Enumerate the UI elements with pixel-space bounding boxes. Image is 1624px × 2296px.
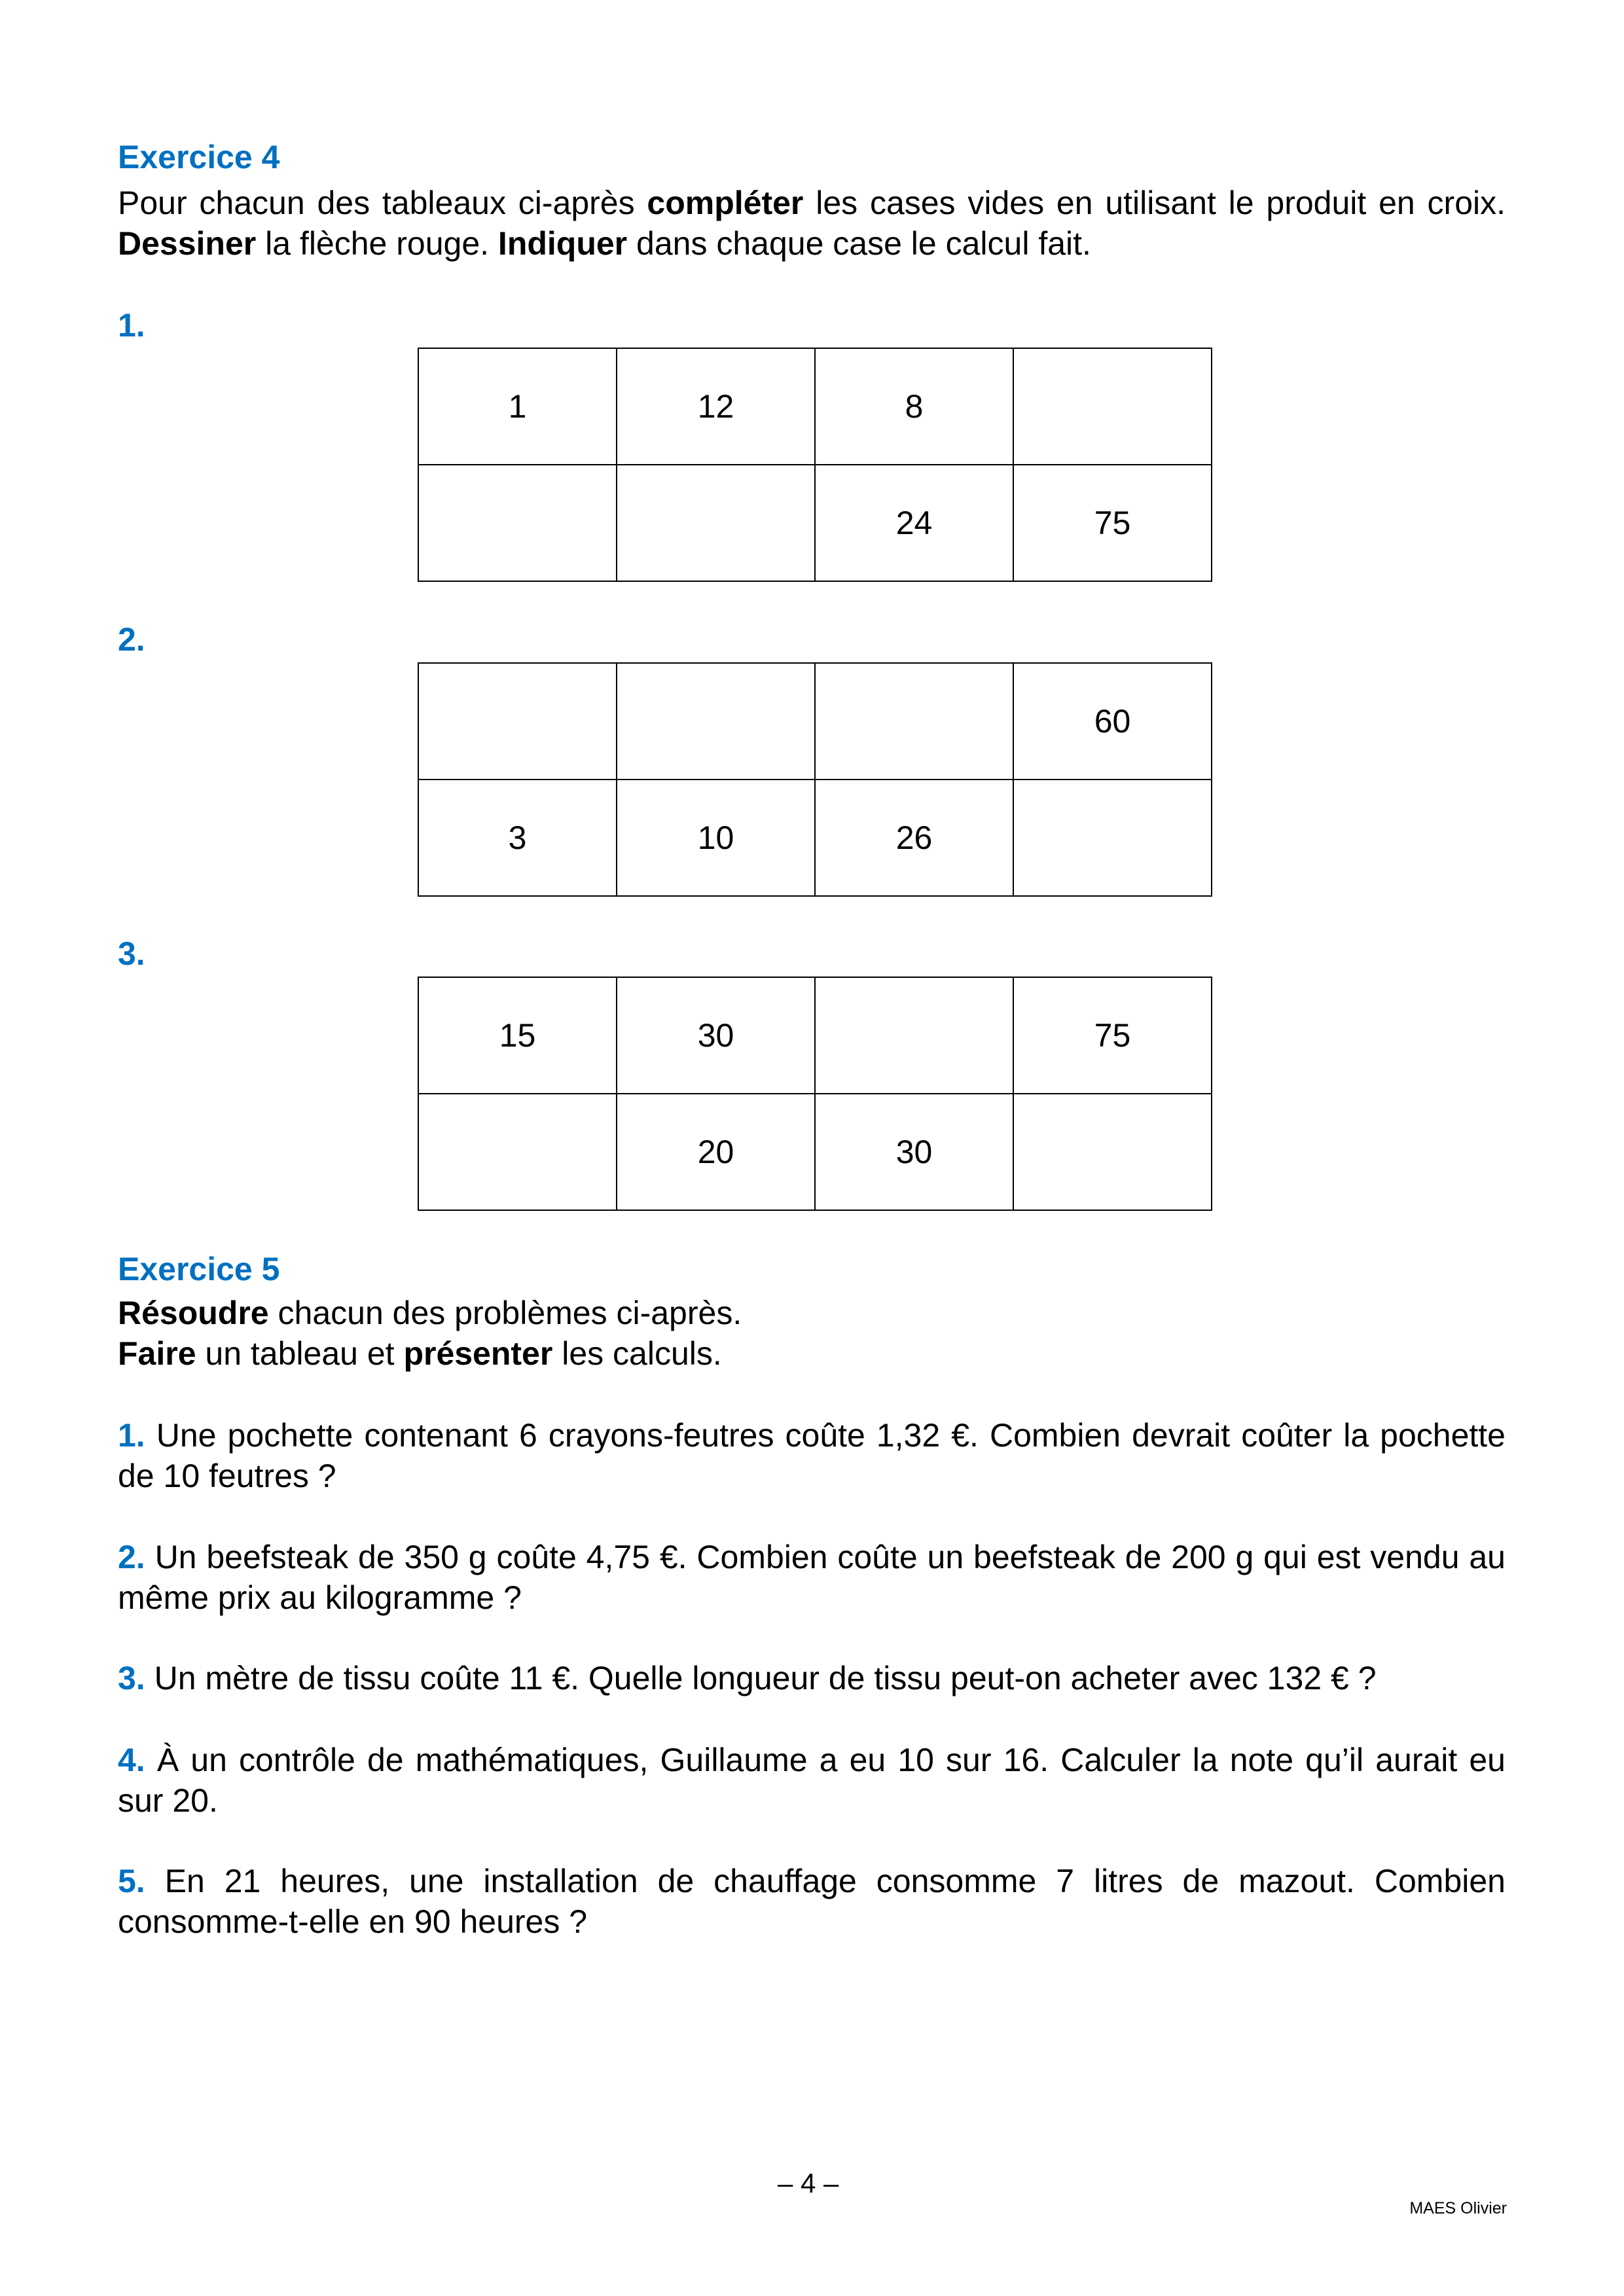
proportionality-table-3 — [418, 977, 1212, 1211]
instruction-text: chacun des problèmes ci-après. — [268, 1295, 742, 1331]
problem-1 — [118, 1415, 1506, 1496]
proportionality-table-1 — [418, 348, 1212, 582]
table-cell[interactable]: 60 — [1013, 663, 1212, 780]
table-2-label: 2. — [118, 621, 145, 658]
table-cell[interactable]: 26 — [815, 780, 1013, 896]
table-cell[interactable]: 15 — [418, 977, 617, 1094]
exercise-4-instructions — [118, 183, 1506, 264]
table-row — [418, 977, 1212, 1094]
table-cell[interactable]: 24 — [815, 465, 1013, 581]
table-cell[interactable]: 3 — [418, 780, 617, 896]
problem-4 — [118, 1740, 1506, 1821]
table-cell[interactable]: 30 — [617, 977, 815, 1094]
table-cell[interactable]: 75 — [1013, 465, 1212, 581]
problem-number: 1. — [118, 1417, 145, 1454]
exercise-5-title: Exercice 5 — [118, 1251, 280, 1287]
table-1-label: 1. — [118, 307, 145, 344]
instruction-text: les calculs. — [552, 1335, 722, 1372]
problem-text: Un beefsteak de 350 g coûte 4,75 €. Combien coûte un beefsteak de 200 g qui est vendu au même prix au kilogramme ? — [118, 1539, 1506, 1616]
table-cell[interactable] — [418, 1094, 617, 1210]
exercise-4-title: Exercice 4 — [118, 139, 280, 175]
instruction-keyword: compléter — [647, 185, 804, 221]
table-cell[interactable] — [815, 663, 1013, 780]
instruction-keyword: Résoudre — [118, 1295, 269, 1331]
instruction-text: un tableau et — [196, 1335, 404, 1372]
table-3-label: 3. — [118, 935, 145, 972]
problem-number: 4. — [118, 1742, 145, 1778]
instruction-keyword: Faire — [118, 1335, 196, 1372]
problem-5 — [118, 1861, 1506, 1942]
table-cell[interactable] — [617, 465, 815, 581]
table-cell[interactable]: 10 — [617, 780, 815, 896]
table-cell[interactable] — [418, 663, 617, 780]
table-cell[interactable]: 1 — [418, 348, 617, 465]
problem-number: 5. — [118, 1863, 145, 1899]
table-cell[interactable] — [1013, 780, 1212, 896]
instruction-text: Pour chacun des tableaux ci-après — [118, 185, 647, 221]
table-cell[interactable] — [1013, 348, 1212, 465]
problem-text: À un contrôle de mathématiques, Guillaume a eu 10 sur 16. Calculer la note qu’il aurait eu sur 20. — [118, 1742, 1506, 1819]
table-cell[interactable] — [1013, 1094, 1212, 1210]
table-cell[interactable] — [418, 465, 617, 581]
proportionality-table-2 — [418, 662, 1212, 897]
table-cell[interactable] — [815, 977, 1013, 1094]
problem-text: Un mètre de tissu coûte 11 €. Quelle longueur de tissu peut-on acheter avec 132 € ? — [154, 1660, 1377, 1696]
problem-3 — [118, 1658, 1506, 1698]
table-cell[interactable]: 30 — [815, 1094, 1013, 1210]
instruction-keyword: Indiquer — [497, 225, 628, 262]
problem-text: En 21 heures, une installation de chauffage consomme 7 litres de mazout. Combien consomme-t-elle en 90 heures ? — [118, 1863, 1506, 1940]
instruction-text: les cases vides en utilisant le produit en croix. — [803, 185, 1506, 221]
table-row — [418, 780, 1212, 896]
table-cell[interactable]: 12 — [617, 348, 815, 465]
instruction-keyword: présenter — [403, 1335, 553, 1372]
author-name: MAES Olivier — [1409, 2199, 1507, 2217]
table-row — [418, 1094, 1212, 1210]
table-row — [418, 663, 1212, 780]
problem-number: 3. — [118, 1660, 145, 1696]
exercise-5-instruction-2 — [118, 1333, 1506, 1374]
table-cell[interactable]: 8 — [815, 348, 1013, 465]
problem-text: Une pochette contenant 6 crayons-feutres coûte 1,32 €. Combien devrait coûter la pochette de 10 feutres ? — [118, 1417, 1506, 1494]
table-cell[interactable]: 20 — [617, 1094, 815, 1210]
table-row — [418, 465, 1212, 581]
table-cell[interactable] — [617, 663, 815, 780]
instruction-text: dans chaque case le calcul fait. — [627, 225, 1091, 262]
problem-number: 2. — [118, 1539, 145, 1575]
table-cell[interactable]: 75 — [1013, 977, 1212, 1094]
exercise-5-instruction-1 — [118, 1293, 1506, 1333]
page-number: – 4 – — [778, 2168, 839, 2198]
table-row — [418, 348, 1212, 465]
instruction-keyword: Dessiner — [118, 225, 257, 262]
instruction-text: la flèche rouge. — [256, 225, 498, 262]
problem-2 — [118, 1537, 1506, 1618]
